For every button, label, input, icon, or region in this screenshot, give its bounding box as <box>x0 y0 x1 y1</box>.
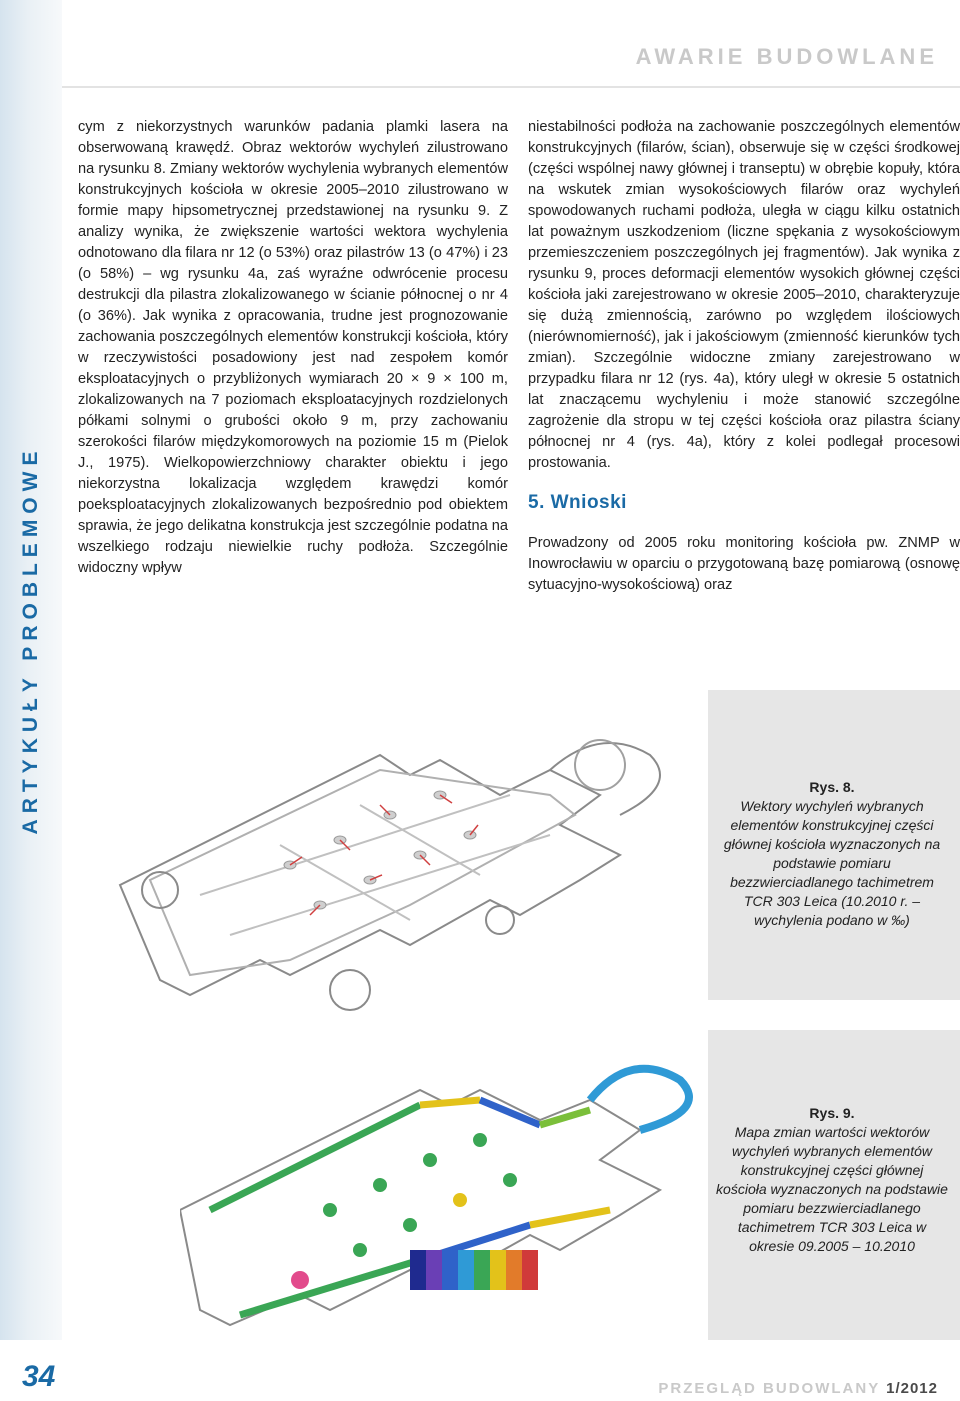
hypsometric-map-icon <box>180 1010 720 1340</box>
right-paragraph-2: Prowadzony od 2005 roku monitoring kościoła pw. ZNMP w Inowrocławiu w oparciu o przygotowaną bazę pomiarową (osnowę sytuacyjno-wysokościową) oraz <box>528 535 960 593</box>
right-column <box>528 117 960 596</box>
page-number: 34 <box>22 1360 56 1393</box>
figure-8-label: Rys. 8. <box>809 779 855 795</box>
figure-8-caption: Wektory wychyleń wybranych elementów konstrukcyjnej części głównej kościoła wyznaczonych na podstawie pomiaru bezzwierciadlanego tachimetrem TCR 303 Leica (10.2010 r. – wychylenia podano w ‰) <box>723 798 941 928</box>
figure-8-caption-box <box>708 690 960 1000</box>
figure-9-label: Rys. 9. <box>809 1105 855 1121</box>
figure-9-caption-box <box>708 1030 960 1340</box>
section-heading: 5. Wnioski <box>528 492 627 513</box>
figure-9-caption: Mapa zmian wartości wektorów wychyleń wybranych elementów konstrukcyjnej części głównej kościoła wyznaczonych na podstawie pomiaru bezzwierciadlanego tachimetrem TCR 303 Leica w okresie 09.2005 – 10.2010 <box>716 1124 948 1254</box>
section-title: AWARIE BUDOWLANE <box>635 44 938 69</box>
figure-8 <box>80 665 710 1055</box>
footer-journal-title: PRZEGLĄD BUDOWLANY <box>658 1380 880 1397</box>
right-paragraph-1: niestabilności podłoża na zachowanie poszczególnych elementów konstrukcyjnych (filarów, ścian), obserwuje się w części środkowej (części wspólnej nawy głównej i transeptu) w obrębie kopuły, która na wskutek zmian wysokościowych filarów oraz wychyleń spowodowanych ruchami podłoża, uległa w ciągu kilku ostatnich lat poważnym uszkodzeniom (liczne spękania z wysokościowym przemieszczeniem poszczególnych jej fragmentów). Jak wynika z rysunku 9, proces deformacji elementów wysokich głównej części kościoła jaki zarejestrowano w okresie 2005–2010, charakteryzuje się dużą zmiennością, zarówno po względem ilościowych (nierównomierność), jak i jakościowym (zmienność kierunków tych zmian). Szczególnie widoczne zmiany zarejestrowano w przypadku filara nr 12 (rys. 4a), który uległ w okresie 5 ostatnich lat znaczącemu wychyleniu i może stanowić szczególne zagrożenie dla stropu w tej części kościoła oraz pilastra ściany północnej nr 4 (rys. 4a), który z kolei podlegał procesowi prostowania. <box>528 119 960 471</box>
sidebar-label: ARTYKUŁY PROBLEMOWE <box>19 445 42 835</box>
header-divider <box>62 86 960 88</box>
sidebar <box>0 0 62 1340</box>
footer-journal <box>658 1380 938 1397</box>
church-floor-plan-icon <box>80 665 710 1055</box>
figure-9 <box>180 1010 720 1340</box>
left-column <box>78 117 508 579</box>
footer-issue: 1/2012 <box>886 1380 938 1397</box>
left-paragraph: cym z niekorzystnych warunków padania plamki lasera na obserwowaną krawędź. Obraz wektorów wychyleń zilustrowano na rysunku 8. Zmiany wektorów wychylenia wybranych elementów konstrukcyjnych kościoła w okresie 2005–2010 zilustrowano w formie mapy hipsometrycznej przedstawionej na rysunku 9. Z analizy wynika, że zwiększenie wartości wektora wychylenia odnotowano dla filara nr 12 (o 53%) oraz pilastrów 13 (o 47%) i 23 (o 58%) – wg rysunku 4a, zaś wyraźne odwrócenie procesu destrukcji dla pilastra zlokalizowanego w ścianie północnej o nr 4 (o 36%). Jak wynika z opracowania, trudne jest prognozowanie zachowania poszczególnych elementów konstrukcji kościoła, który w rzeczywistości posadowiony jest nad zespołem komór eksploatacyjnych o przybliżonych wymiarach 20 × 9 × 100 m, zlokalizowanych na 7 poziomach eksploatacyjnych rozdzielonych półkami solnymi o grubości około 9 m, przy zachowaniu szerokości filarów międzykomorowych na poziomie 15 m (Pielok J., 1975). Wielkopowierzchniowy charakter obiektu i jego niekorzystna lokalizacja względem krawędzi komór poeksploatacyjnych zlokalizowanych bezpośrednio pod obiektem sprawia, że jego delikatna konstrukcja jest szczególnie podatna na wszelkiego rodzaju niewielkie ruchy podłoża. Szczególnie widoczny wpływ <box>78 119 508 576</box>
